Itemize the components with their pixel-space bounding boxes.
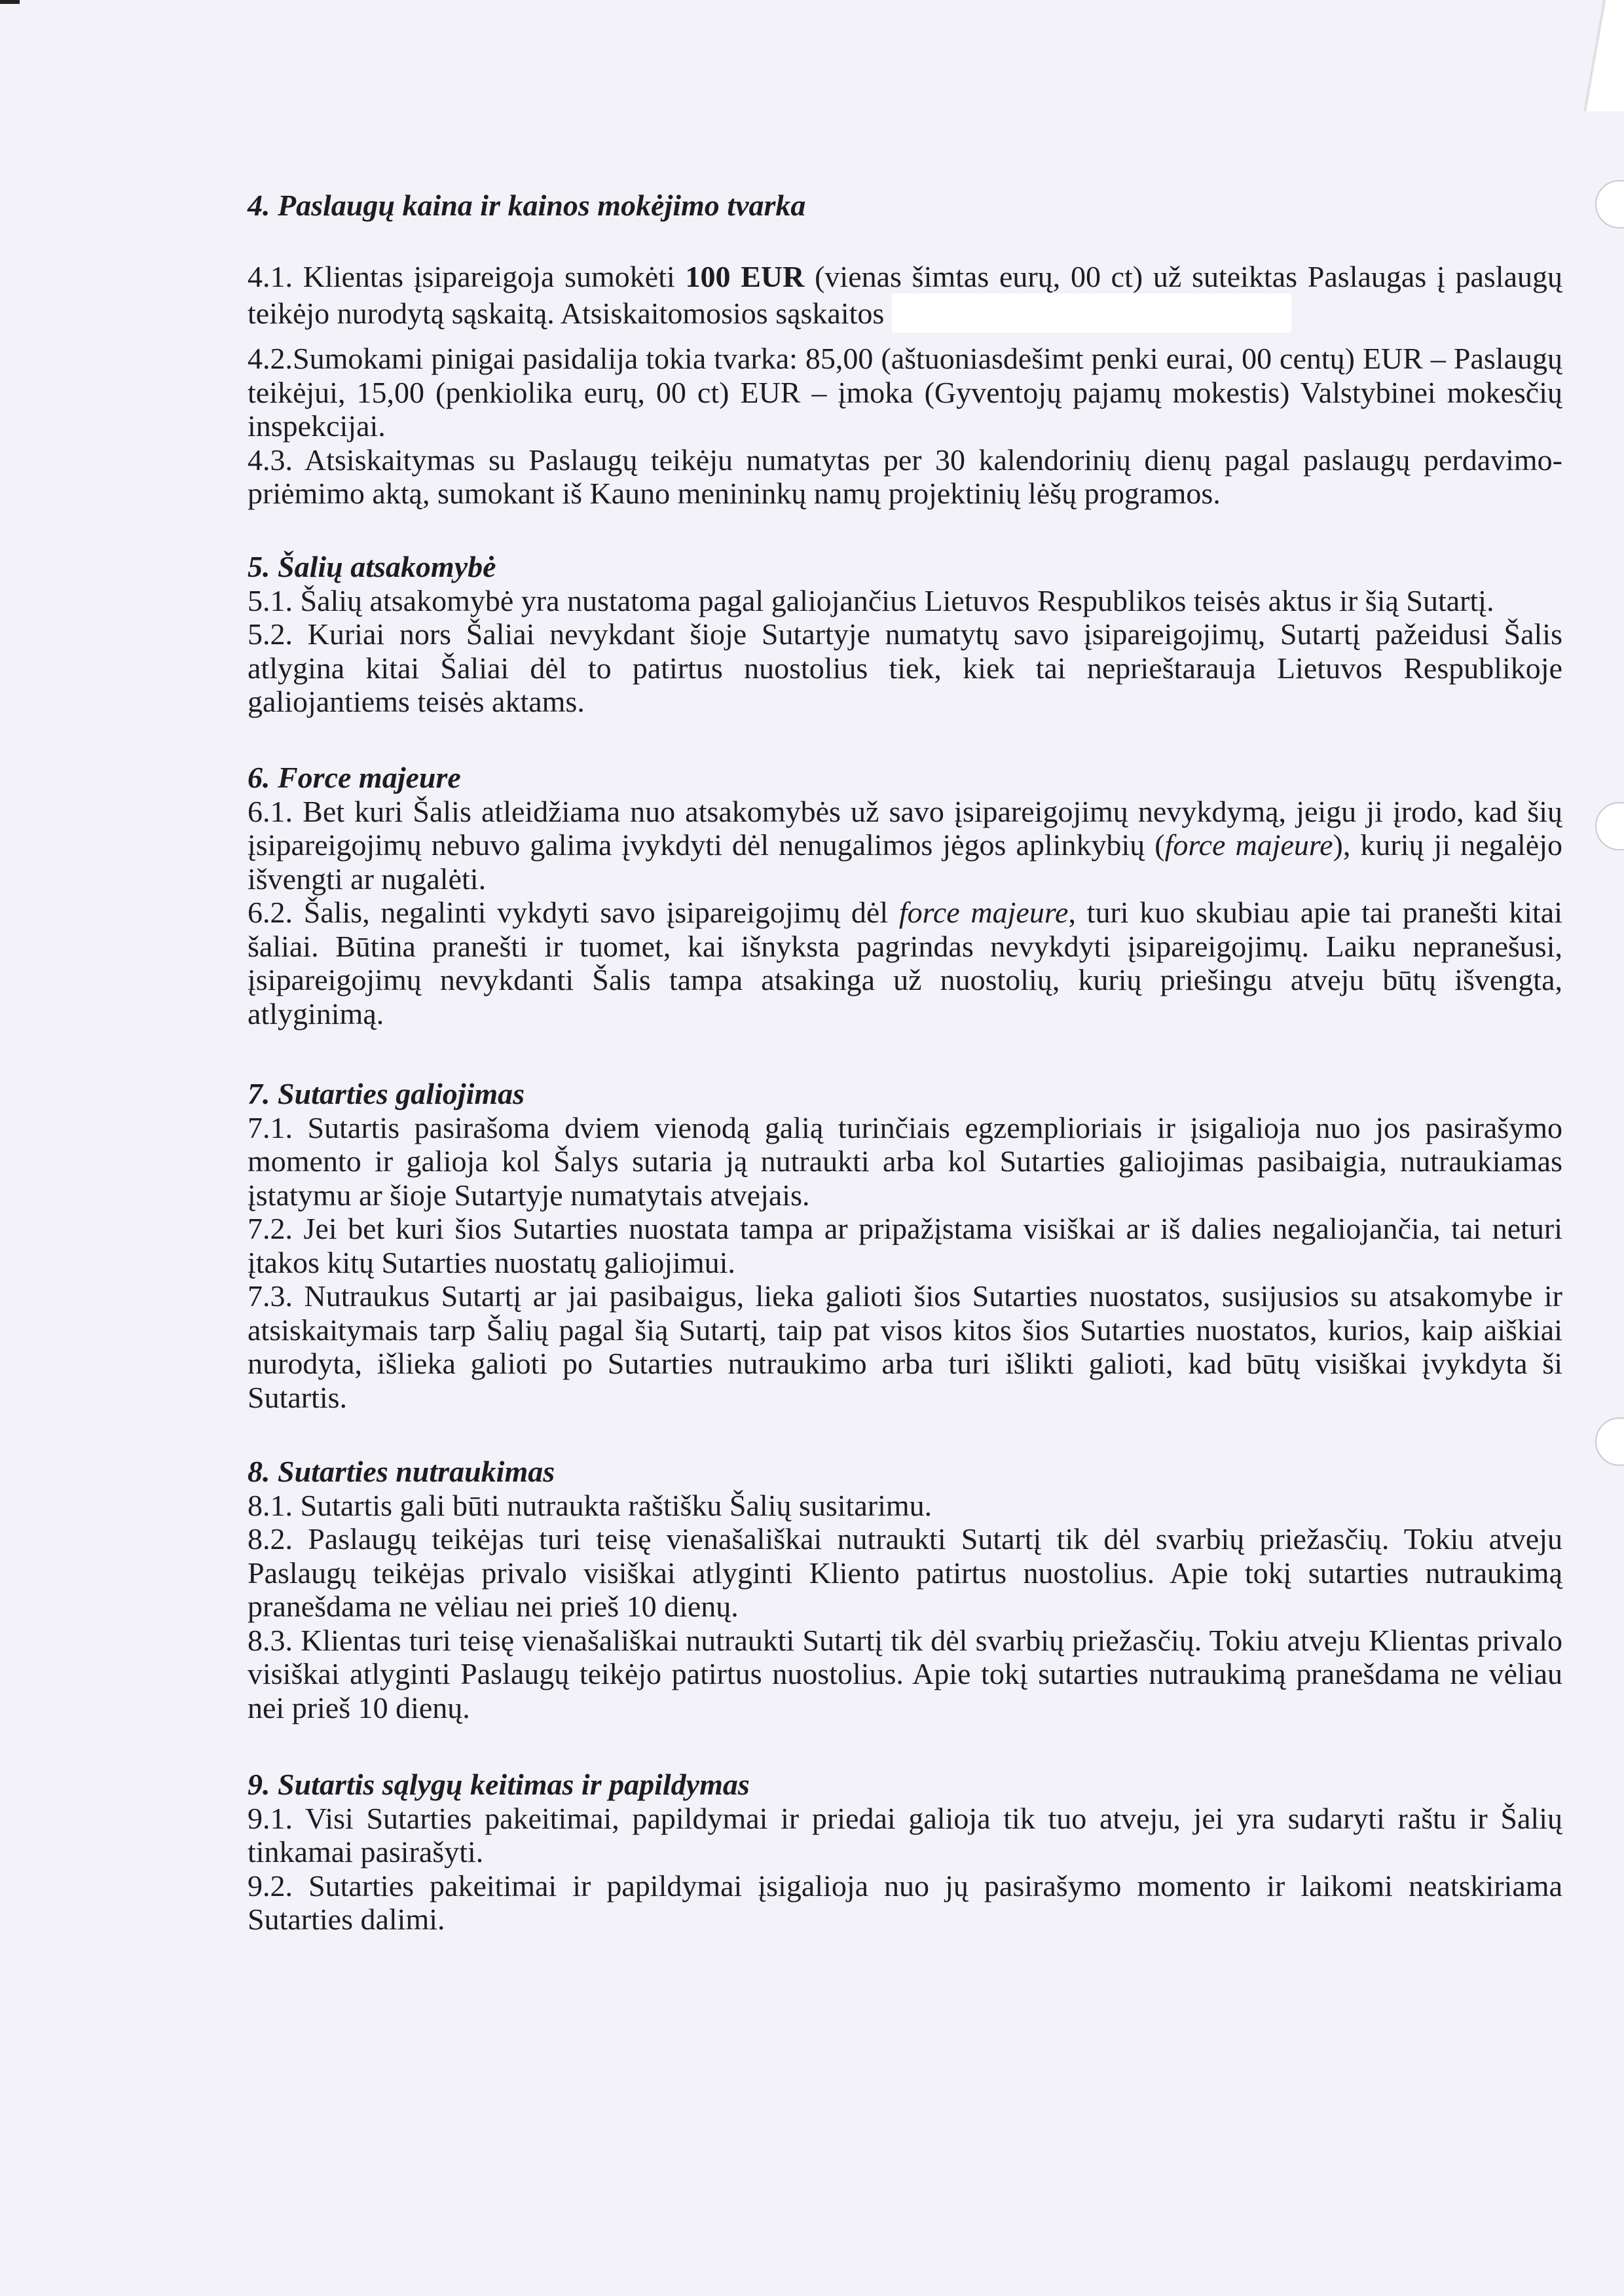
section-6: [248, 761, 1562, 1030]
clause-text: (vienas šimtas eurų, 00 ct) už suteiktas Paslaugas į paslaugų teikėjo nurodytą sąskaitą. Atsiskaitomosios sąskaitos: [248, 259, 1562, 330]
clause-5-1: 5.1. Šalių atsakomybė yra nustatoma pagal galiojančius Lietuvos Respublikos teisės aktus ir šią Sutartį.: [248, 583, 1494, 617]
punch-hole: [1595, 180, 1624, 228]
amount: 100 EUR: [685, 259, 805, 293]
clause-6-2: [248, 896, 1562, 1030]
clause-9-2: 9.2. Sutarties pakeitimai ir papildymai įsigalioja nuo jų pasirašymo momento ir laikomi neatskiriama Sutarties dalimi.: [248, 1868, 1562, 1936]
clause-7-1: 7.1. Sutartis pasirašoma dviem vienodą galią turinčiais egzemplioriais ir įsigalioja nuo jos pasirašymo momento ir galioja kol Šalys sutaria ją nutraukti arba kol Sutarties galiojimas pasibaigia, nutraukiamas įstatymu ar šioje Sutartyje numatytais atvejais.: [248, 1110, 1562, 1212]
section-heading: 8. Sutarties nutraukimas: [248, 1455, 555, 1488]
section-5: [248, 550, 1562, 719]
clause-4-1: [248, 260, 1562, 333]
clause-4-3: 4.3. Atsiskaitymas su Paslaugų teikėju numatytas per 30 kalendorinių dienų pagal paslaugų perdavimo-priėmimo aktą, sumokant iš Kauno menininkų namų projektinių lėšų programos.: [248, 443, 1562, 510]
section-8: [248, 1455, 1562, 1724]
section-heading: 9. Sutartis sąlygų keitimas ir papildymas: [248, 1768, 750, 1801]
clause-8-1: 8.1. Sutartis gali būti nutraukta raštišku Šalių susitarimu.: [248, 1488, 932, 1522]
clause-8-3: 8.3. Klientas turi teisę vienašališkai nutraukti Sutartį tik dėl svarbių priežasčių. Tokiu atveju Klientas privalo visiškai atlyginti Paslaugų teikėjo patirtus nuostolius. Apie tokį sutarties nutraukimą pranešdama ne vėliau nei prieš 10 dienų.: [248, 1623, 1562, 1724]
italic-term: force majeure: [898, 896, 1069, 929]
section-9: [248, 1768, 1562, 1937]
section-heading: 7. Sutarties galiojimas: [248, 1077, 525, 1110]
clause-4-2: 4.2.Sumokami pinigai pasidalija tokia tvarka: 85,00 (aštuoniasdešimt penki eurai, 00 centų) EUR – Paslaugų teikėjui, 15,00 (penkiolika eurų, 00 ct) EUR – įmoka (Gyventojų pajamų mokestis) Valstybinei mokesčių inspekcijai.: [248, 342, 1562, 443]
section-4: [248, 189, 1562, 511]
clause-text: 4.1. Klientas įsipareigoja sumokėti: [248, 259, 686, 293]
clause-7-3: 7.3. Nutraukus Sutartį ar jai pasibaigus, lieka galioti šios Sutarties nuostatos, susijusios su atsakomybe ir atsiskaitymais tarp Šalių pagal šią Sutartį, taip pat visos kitos šios Sutarties nuostatos, kurios, kaip aiškiai nurodyta, išlieka galioti po Sutarties nutraukimo arba turi išlikti galioti, kad būtų visiškai įvykdyta ši Sutartis.: [248, 1279, 1562, 1414]
clause-text: ), kurių ji negalėjo išvengti ar nugalėti.: [248, 828, 1562, 896]
section-heading: 6. Force majeure: [248, 761, 461, 794]
punch-hole: [1595, 1417, 1624, 1466]
clause-text: , turi kuo skubiau apie tai pranešti kitai šaliai. Būtina pranešti ir tuomet, kai išnyksta pagrindas nevykdyti įsipareigojimų. Laiku nepranešusi, įsipareigojimų nevykdanti Šalis tampa atsakinga už nuostolių, kurių priešingu atveju būtų išvengta, atlyginimą.: [248, 896, 1562, 1030]
redacted-account-number: [892, 293, 1291, 333]
clause-text: 6.2. Šalis, negalinti vykdyti savo įsipareigojimų dėl: [248, 896, 899, 929]
clause-9-1: 9.1. Visi Sutarties pakeitimai, papildymai ir priedai galioja tik tuo atveju, jei yra sudaryti raštu ir Šalių tinkamai pasirašyti.: [248, 1801, 1562, 1868]
folded-corner: [1565, 0, 1624, 111]
clause-5-2: 5.2. Kuriai nors Šaliai nevykdant šioje Sutartyje numatytų savo įsipareigojimų, Sutartį pažeidusi Šalis atlygina kitai Šaliai dėl to patirtus nuostolius tiek, kiek tai neprieštarauja Lietuvos Respublikoje galiojantiems teisės aktams.: [248, 617, 1562, 718]
clause-6-1: [248, 795, 1562, 896]
clause-text: 6.1. Bet kuri Šalis atleidžiama nuo atsakomybės už savo įsipareigojimų nevykdymą, jeigu ji įrodo, kad šių įsipareigojimų nebuvo galima įvykdyti dėl nenugalimos jėgos aplinkybių (: [248, 794, 1562, 862]
clause-7-2: 7.2. Jei bet kuri šios Sutarties nuostata tampa ar pripažįstama visiškai ar iš dalies negaliojančia, tai neturi įtakos kitų Sutarties nuostatų galiojimui.: [248, 1212, 1562, 1279]
scan-edge-mark: [0, 0, 20, 4]
clause-8-2: 8.2. Paslaugų teikėjas turi teisę vienašališkai nutraukti Sutartį tik dėl svarbių priežasčių. Tokiu atveju Paslaugų teikėjas privalo visiškai atlyginti Kliento patirtus nuostolius. Apie tokį sutarties nutraukimą pranešdama ne vėliau nei prieš 10 dienų.: [248, 1522, 1562, 1623]
section-7: [248, 1077, 1562, 1414]
italic-term: force majeure: [1164, 828, 1333, 862]
punch-hole: [1595, 802, 1624, 850]
section-heading: 4. Paslaugų kaina ir kainos mokėjimo tvarka: [248, 189, 806, 222]
section-heading: 5. Šalių atsakomybė: [248, 550, 496, 583]
